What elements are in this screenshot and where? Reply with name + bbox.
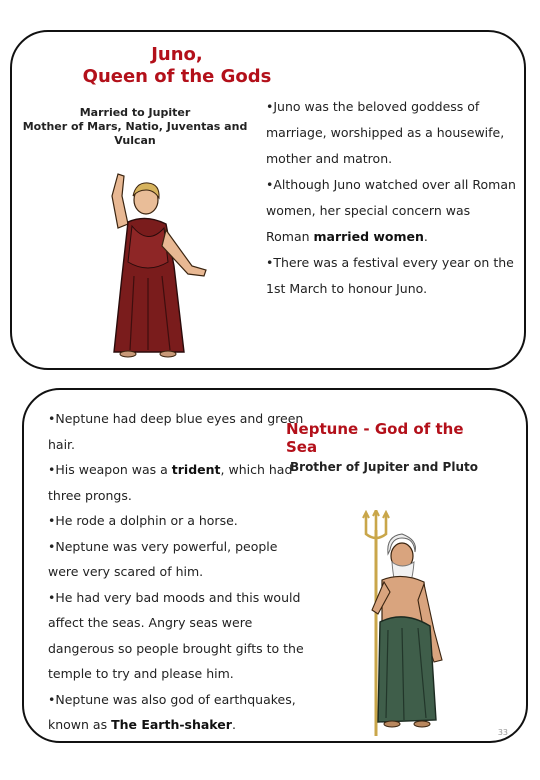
neptune-title-text: Neptune - God of the Sea bbox=[286, 420, 464, 456]
juno-goddess-illustration bbox=[88, 166, 212, 362]
juno-fact: •Juno was the beloved goddess of marriage, worshipped as a housewife, mother and matron. bbox=[266, 99, 505, 166]
neptune-facts bbox=[48, 406, 310, 738]
juno-fact: •Although Juno watched over all Roman women, her special concern was Roman married women. bbox=[266, 177, 516, 244]
neptune-title bbox=[286, 420, 498, 456]
juno-card bbox=[10, 30, 526, 370]
juno-facts bbox=[266, 94, 516, 302]
neptune-fact: •His weapon was a trident, which had three prongs. bbox=[48, 462, 293, 503]
juno-fact: •There was a festival every year on the 1st March to honour Juno. bbox=[266, 255, 514, 296]
neptune-family-text: Brother of Jupiter and Pluto bbox=[290, 460, 478, 474]
neptune-family bbox=[290, 460, 500, 474]
juno-title bbox=[52, 44, 302, 88]
neptune-fact: •Neptune was very powerful, people were very scared of him. bbox=[48, 538, 278, 579]
neptune-figure bbox=[363, 510, 442, 736]
neptune-fact: •He had very bad moods and this would affect the seas. Angry seas were dangerous so people brought gifts to the temple to try and please him. bbox=[48, 589, 304, 681]
neptune-fact: •Neptune was also god of earthquakes, known as The Earth-shaker. bbox=[48, 691, 296, 732]
page-number: 33 bbox=[497, 728, 508, 737]
neptune-god-illustration bbox=[336, 510, 456, 738]
juno-figure bbox=[112, 174, 206, 357]
neptune-fact: •He rode a dolphin or a horse. bbox=[48, 513, 238, 528]
neptune-card bbox=[22, 388, 528, 743]
juno-family-text: Married to Jupiter Mother of Mars, Natio, Juventas and Vulcan bbox=[22, 106, 248, 147]
juno-title-text: Juno, Queen of the Gods bbox=[82, 44, 272, 87]
neptune-fact: •Neptune had deep blue eyes and green hair. bbox=[48, 411, 304, 452]
juno-family bbox=[22, 106, 248, 148]
